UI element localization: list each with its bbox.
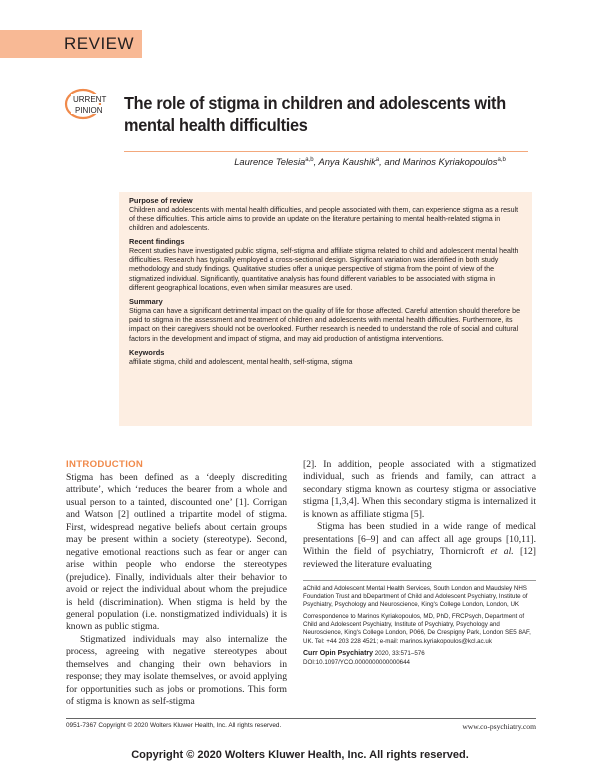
copyright-banner: Copyright © 2020 Wolters Kluwer Health, Inc. All rights reserved. (131, 749, 469, 761)
section-tab (0, 30, 142, 58)
right-column (303, 459, 536, 571)
author-list: Laurence Telesia$^{a,b}$, Anya Kaushik$^a$, and Marinos Kyriakopoulos$^{a,b}$ (234, 156, 506, 167)
article-title: The role of stigma in children and adolescents with mental health difficulties (124, 93, 506, 135)
purpose-text: Children and adolescents with mental health difficulties, and people associated with them, can experience stigma as a result of these difficulties. This article aims to provide an update on the literature pertaining to mental health-related stigma in children and adolescents. (129, 205, 519, 233)
author-affiliation: a (375, 156, 380, 163)
summary-text: Stigma can have a significant detrimental impact on the quality of life for those affected. Careful attention should therefore be paid to stigma in the assessment and treatment of children and adolescents with mental health difficulties. Furthermore, its impact on their caregivers should not be overlooked. Further research is needed to understand the role of social and cultural factors in the development and impact of stigma, and may aid production of antistigma interventions. (129, 306, 521, 343)
body-paragraph: Stigma has been studied in a wide range of medical presentations [6–9] and can affect all age groups [10,11]. Within the field of psychiatry, Thornicroft et al. [12] reviewed the literature evaluating (303, 521, 536, 570)
issn-copyright: 0951-7367 Copyright © 2020 Wolters Kluwer Health, Inc. All rights reserved. (66, 722, 282, 729)
author-name: Marinos Kyriakopoulos (402, 156, 498, 167)
section-label: REVIEW (64, 34, 135, 53)
author-name: Laurence Telesia (234, 156, 306, 167)
journal-website-link[interactable]: www.co-psychiatry.com (462, 722, 536, 731)
body-paragraph: Stigma has been defined as a ‘deeply discrediting attribute’, which ‘reduces the bearer from a whole and usual person to a tainted, discounted one’ [1]. Corrigan and Watson [2] outlined a tripartite model of stigma. First, widespread negative beliefs about certain groups may be present within a society (stereotype). Second, negative emotional reactions such as fear or anger can arise within people who endorse the stereotypes (prejudice). Finally, individuals alter their behavior to avoid or reject the individual about whom the prejudice is held (discrimination). When stigma is held by the general population (i.e. nonstigmatized individuals) it is known as public stigma. (66, 472, 287, 633)
body-paragraph: [2]. In addition, people associated with a stigmatized individual, such as friends and family, can attract a secondary stigma known as courtesy stigma or associative stigma [1,3,4]. When this secondary stigma is internalized it is known as affiliate stigma [5]. (303, 459, 536, 520)
author-affiliation: a,b (497, 156, 506, 163)
findings-text: Recent studies have investigated public stigma, self-stigma and affiliate stigma related to child and adolescent mental health difficulties. Research has typically employed a cross-sectional design. Significant variation was identified in both study methodology and study findings. Qualitative studies offer a unique perspective of stigma from the point of view of the stigmatized individual. Significantly, quantitative analysis has found different variables to be associated with stigma in different geographical locations, even when similar measures are used. (129, 246, 519, 293)
body-paragraph: Stigmatized individuals may also internalize the process, agreeing with negative stereotypes about themselves and changing their own behaviors in response; they may isolate themselves, or avoid applying for opportunities such as jobs or promotions. This form of stigma is known as self-stigma (66, 633, 287, 708)
summary-heading: Summary (129, 297, 163, 307)
footnotes (303, 585, 536, 671)
keywords-heading: Keywords (129, 348, 165, 358)
findings-heading: Recent findings (129, 237, 185, 247)
keywords-text: affiliate stigma, child and adolescent, mental health, self-stigma, stigma (129, 357, 353, 366)
footer-divider (66, 718, 536, 719)
title-divider (124, 151, 528, 152)
current-opinion-logo (63, 88, 113, 120)
footnote-divider (303, 580, 536, 581)
correspondence: Correspondence to Marinos Kyriakopoulos, MD, PhD, FRCPsych, Department of Child and Adolescent Psychiatry, Institute of Psychiatry, Psychology and Neuroscience, King's College London, P066, De Crespigny Park, London SE5 8AF, UK. Tel: +44 203 228 4521; e-mail: marinos.kyriakopoulos@kcl.ac.uk (303, 613, 531, 645)
introduction-heading: INTRODUCTION (66, 459, 144, 470)
journal-details: 2020, 33:571–576 (373, 649, 425, 657)
abstract-box (119, 192, 532, 426)
doi: DOI:10.1097/YCO.0000000000000644 (303, 658, 410, 666)
purpose-heading: Purpose of review (129, 196, 193, 205)
left-column (66, 472, 287, 709)
svg-text:URRENT: URRENT (73, 95, 107, 104)
journal-name: Curr Opin Psychiatry (303, 649, 374, 657)
author-name: Anya Kaushik (318, 156, 376, 167)
affiliations: aChild and Adolescent Mental Health Services, South London and Maudsley NHS Foundation Trust and bDepartment of Child and Adolescent Psychiatry, Institute of Psychiatry, Psychology and Neuroscience, King's College London, London, UK (303, 585, 528, 609)
author-affiliation: a,b (305, 156, 314, 163)
svg-text:PINION: PINION (75, 106, 103, 115)
